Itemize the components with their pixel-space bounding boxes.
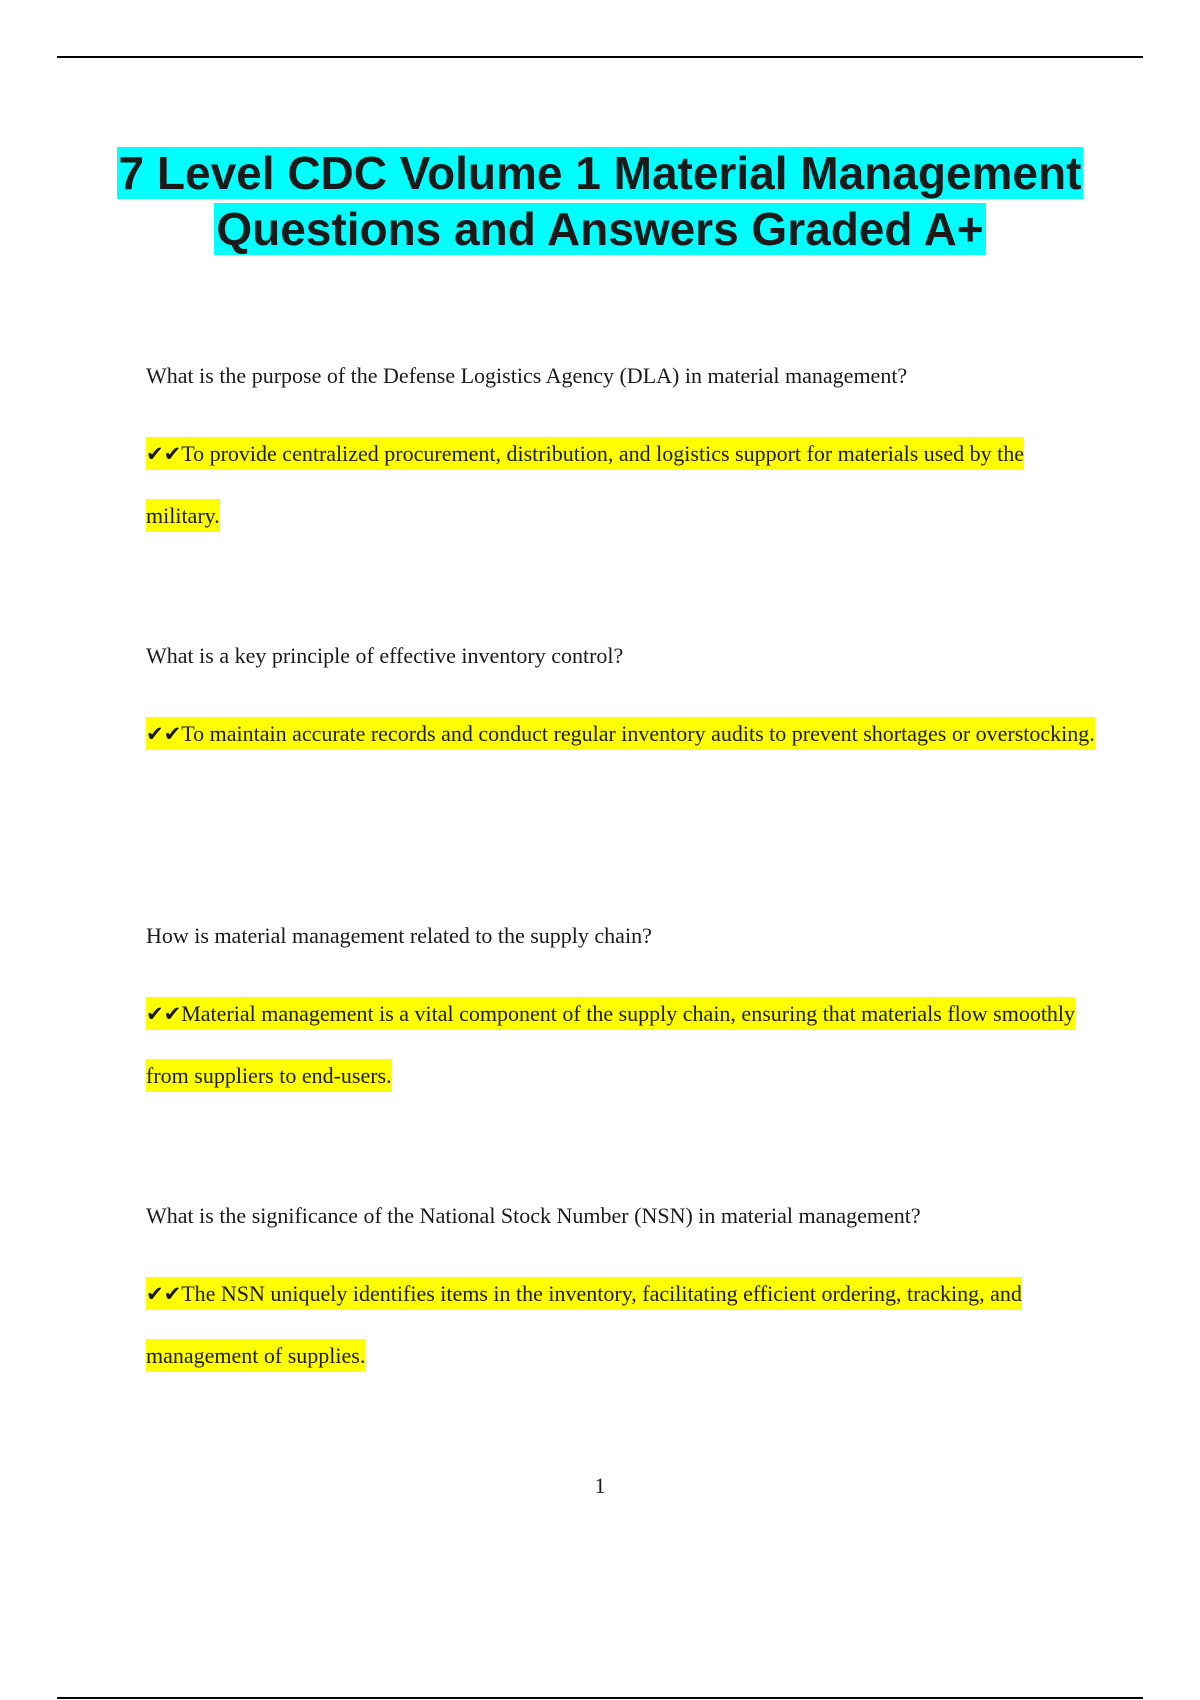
double-check-icon: ✔✔ <box>146 722 182 746</box>
answer-block <box>146 423 1096 546</box>
double-check-icon: ✔✔ <box>146 1002 182 1026</box>
question-text: What is the purpose of the Defense Logistics Agency (DLA) in material management? <box>146 363 908 388</box>
answer-highlight <box>146 717 1095 750</box>
double-check-icon: ✔✔ <box>146 1282 182 1306</box>
document-title-text: 7 Level CDC Volume 1 Material Management Questions and Answers Graded A+ <box>118 147 1082 255</box>
qa-item <box>146 1202 1096 1482</box>
answer-text: To maintain accurate records and conduct regular inventory audits to prevent shortages or overstocking. <box>181 721 1095 746</box>
top-rule <box>57 56 1143 58</box>
answer-text: The NSN uniquely identifies items in the inventory, facilitating efficient ordering, tracking, and management of supplies. <box>146 1281 1022 1368</box>
qa-item <box>146 922 1096 1202</box>
answer-block <box>146 703 1096 765</box>
title-block <box>0 145 1200 257</box>
document-title <box>0 145 1200 257</box>
question-text: What is a key principle of effective inventory control? <box>146 643 624 668</box>
qa-list <box>146 362 1096 1482</box>
answer-highlight <box>146 437 1024 532</box>
double-check-icon: ✔✔ <box>146 442 182 466</box>
answer-text: Material management is a vital component of the supply chain, ensuring that materials flow smoothly from suppliers to end-users. <box>146 1001 1076 1088</box>
answer-highlight <box>146 1277 1022 1372</box>
qa-item <box>146 642 1096 922</box>
answer-block <box>146 983 1096 1106</box>
answer-text: To provide centralized procurement, distribution, and logistics support for materials used by the military. <box>146 441 1025 528</box>
question-text: What is the significance of the National Stock Number (NSN) in material management? <box>146 1203 921 1228</box>
answer-block <box>146 1263 1096 1386</box>
qa-item <box>146 362 1096 642</box>
page-number: 1 <box>594 1473 606 1498</box>
bottom-rule <box>57 1697 1143 1699</box>
answer-highlight <box>146 997 1075 1092</box>
question-text: How is material management related to the supply chain? <box>146 923 652 948</box>
